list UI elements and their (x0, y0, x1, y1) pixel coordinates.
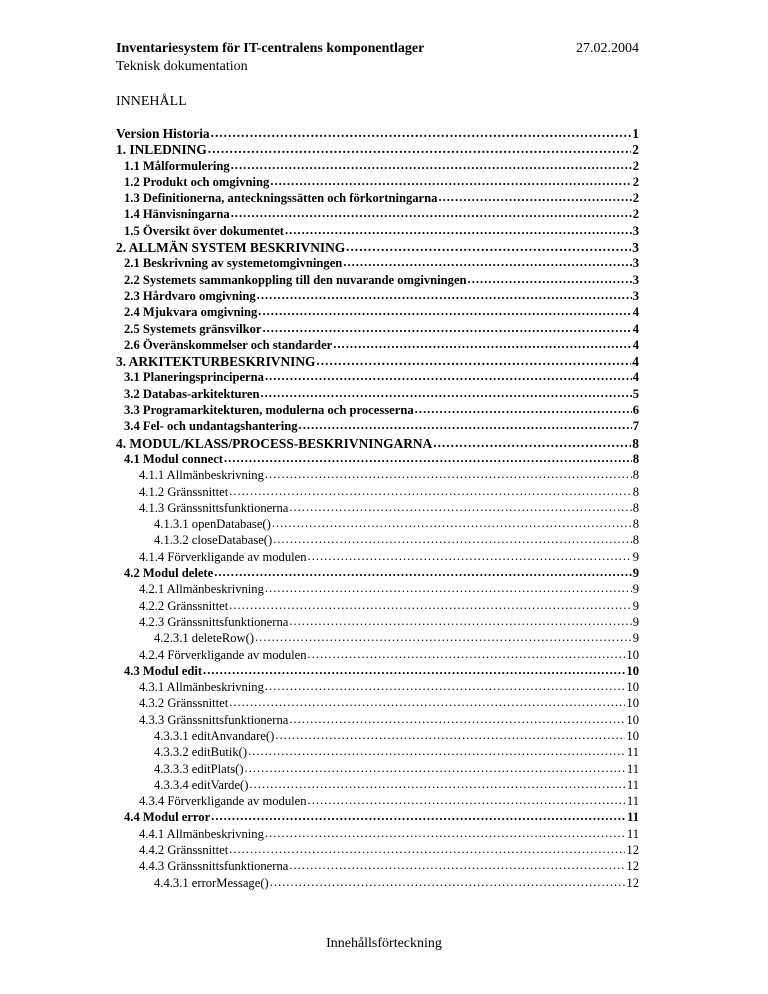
toc-leader-dots (289, 859, 625, 873)
toc-entry-page: 11 (626, 761, 639, 776)
toc-entry-title: 3.1 Planeringsprinciperna (124, 370, 264, 385)
toc-leader-dots (229, 843, 625, 857)
toc-leader-dots (289, 615, 631, 629)
toc-entry[interactable] (116, 305, 639, 321)
toc-entry[interactable] (116, 876, 639, 892)
toc-leader-dots (343, 256, 631, 270)
toc-entry[interactable] (116, 713, 639, 729)
toc-entry-title: 4.1.4 Förverkligande av modulen (139, 549, 307, 564)
toc-entry[interactable] (116, 322, 639, 338)
toc-entry[interactable] (116, 599, 639, 615)
toc-leader-dots (275, 729, 625, 743)
toc-entry-title: 2.2 Systemets sammankoppling till den nuvarande omgivningen (124, 272, 467, 287)
toc-entry-page: 9 (632, 549, 639, 564)
toc-entry[interactable] (116, 354, 639, 370)
document-subtitle: Teknisk dokumentation (116, 59, 248, 74)
toc-entry-title: 1.3 Definitionerna, anteckningssätten och förkortningarna (124, 191, 438, 206)
toc-leader-dots (214, 566, 632, 580)
toc-entry-title: 4.2.2 Gränssnittet (139, 598, 229, 613)
toc-entry[interactable] (116, 142, 639, 158)
toc-leader-dots (211, 126, 632, 141)
toc-leader-dots (224, 452, 632, 466)
toc-entry-title: 4.4.2 Gränssnittet (139, 843, 229, 858)
toc-entry[interactable] (116, 550, 639, 566)
toc-entry-page: 11 (626, 777, 639, 792)
toc-entry-page: 4 (632, 370, 639, 385)
toc-entry[interactable] (116, 843, 639, 859)
toc-entry-title: 3.2 Databas-arkitekturen (124, 386, 260, 401)
toc-leader-dots (231, 159, 632, 173)
toc-entry[interactable] (116, 778, 639, 794)
toc-entry-title: 3. ARKITEKTURBESKRIVNING (116, 354, 316, 370)
toc-entry-page: 4 (632, 354, 639, 370)
toc-leader-dots (316, 354, 631, 369)
toc-entry-page: 8 (632, 500, 639, 515)
toc-entry-page: 12 (626, 859, 639, 874)
toc-entry[interactable] (116, 240, 639, 256)
toc-entry-title: 4.3.2 Gränssnittet (139, 696, 229, 711)
toc-entry-title: 3.3 Programarkitekturen, modulerna och processerna (124, 403, 414, 418)
toc-leader-dots (258, 305, 631, 319)
toc-leader-dots (299, 419, 632, 433)
toc-entry-page: 11 (626, 794, 639, 809)
toc-entry[interactable] (116, 664, 639, 680)
toc-entry[interactable] (116, 827, 639, 843)
toc-entry-page: 10 (626, 712, 639, 727)
toc-entry-page: 5 (632, 386, 639, 401)
toc-entry-title: 1.2 Produkt och omgivning (124, 174, 270, 189)
toc-entry-page: 11 (627, 810, 639, 825)
toc-entry-page: 6 (632, 403, 639, 418)
toc-entry[interactable] (116, 338, 639, 354)
toc-entry-page: 2 (632, 191, 639, 206)
toc-entry-page: 3 (632, 240, 639, 256)
toc-entry[interactable] (116, 370, 639, 386)
toc-entry-page: 4 (632, 305, 639, 320)
toc-entry-page: 10 (626, 647, 639, 662)
toc-entry[interactable] (116, 452, 639, 468)
toc-entry[interactable] (116, 615, 639, 631)
toc-entry-title: 4.1 Modul connect (124, 451, 223, 466)
toc-entry-title: 4.2.4 Förverkligande av modulen (139, 647, 307, 662)
toc-leader-dots (438, 191, 631, 205)
toc-leader-dots (231, 207, 632, 221)
toc-entry-title: 4.3.1 Allmänbeskrivning (139, 680, 264, 695)
toc-leader-dots (248, 745, 626, 759)
toc-entry-page: 7 (632, 419, 639, 434)
toc-entry-page: 9 (632, 631, 639, 646)
toc-leader-dots (249, 778, 625, 792)
page-header (116, 40, 639, 76)
toc-entry[interactable] (116, 485, 639, 501)
document-date: 27.02.2004 (576, 41, 639, 56)
toc-leader-dots (289, 713, 625, 727)
toc-leader-dots (468, 273, 632, 287)
toc-entry-page: 8 (632, 468, 639, 483)
toc-entry-title: 1.1 Målformulering (124, 158, 230, 173)
toc-entry-page: 1 (632, 126, 639, 141)
toc-entry[interactable] (116, 745, 639, 761)
toc-entry-page: 12 (626, 875, 639, 890)
toc-entry-title: 4.3.3.2 editButik() (154, 745, 248, 760)
toc-leader-dots (265, 468, 632, 482)
toc-leader-dots (229, 485, 632, 499)
toc-entry[interactable] (116, 810, 639, 826)
toc-entry-page: 9 (632, 598, 639, 613)
toc-entry[interactable] (116, 403, 639, 419)
toc-entry-page: 10 (626, 663, 639, 678)
toc-entry-page: 3 (632, 288, 639, 303)
toc-entry-page: 10 (626, 696, 639, 711)
toc-entry-page: 2 (632, 207, 639, 222)
toc-entry-page: 11 (626, 745, 639, 760)
toc-entry-page: 10 (626, 680, 639, 695)
toc-entry[interactable] (116, 273, 639, 289)
toc-leader-dots (229, 599, 632, 613)
toc-leader-dots (265, 370, 632, 384)
toc-leader-dots (273, 533, 632, 547)
page-footer: Innehållsförteckning (326, 936, 442, 951)
toc-entry-title: 4.3.3.1 editAnvandare() (154, 728, 275, 743)
toc-entry-title: 4.1.2 Gränssnittet (139, 484, 229, 499)
toc-entry[interactable] (116, 696, 639, 712)
toc-entry[interactable] (116, 533, 639, 549)
toc-entry-page: 9 (632, 582, 639, 597)
toc-entry-page: 9 (632, 566, 639, 581)
toc-entry[interactable] (116, 794, 639, 810)
toc-leader-dots (433, 436, 631, 451)
toc-entry[interactable] (116, 680, 639, 696)
toc-leader-dots (208, 142, 632, 157)
toc-leader-dots (265, 827, 626, 841)
toc-leader-dots (211, 810, 626, 824)
toc-entry-page: 2 (632, 158, 639, 173)
toc-entry[interactable] (116, 191, 639, 207)
toc-entry-title: 4.2.1 Allmänbeskrivning (139, 582, 264, 597)
toc-leader-dots (257, 289, 632, 303)
toc-entry[interactable] (116, 224, 639, 240)
toc-entry-title: 4.4.3 Gränssnittsfunktionerna (139, 859, 289, 874)
toc-leader-dots (255, 631, 632, 645)
toc-entry[interactable] (116, 501, 639, 517)
toc-entry-title: 4.4 Modul error (124, 810, 211, 825)
toc-entry-page: 2 (632, 142, 639, 158)
toc-entry[interactable] (116, 468, 639, 484)
toc-leader-dots (308, 794, 626, 808)
toc-leader-dots (415, 403, 632, 417)
toc-entry-page: 4 (632, 321, 639, 336)
toc-entry-title: 2. ALLMÄN SYSTEM BESKRIVNING (116, 240, 346, 256)
toc-leader-dots (308, 550, 632, 564)
toc-entry[interactable] (116, 631, 639, 647)
toc-leader-dots (245, 762, 626, 776)
toc-entry[interactable] (116, 762, 639, 778)
toc-leader-dots (272, 517, 632, 531)
toc-leader-dots (265, 582, 632, 596)
toc-leader-dots (308, 648, 626, 662)
toc-leader-dots (333, 338, 631, 352)
toc-entry-page: 3 (632, 256, 639, 271)
toc-entry-page: 8 (632, 484, 639, 499)
toc-entry[interactable] (116, 517, 639, 533)
toc-entry-title: 2.3 Hårdvaro omgivning (124, 288, 256, 303)
toc-entry-title: 1. INLEDNING (116, 142, 207, 158)
toc-entry-title: 4.2.3 Gränssnittsfunktionerna (139, 614, 289, 629)
toc-entry[interactable] (116, 289, 639, 305)
toc-entry[interactable] (116, 582, 639, 598)
toc-entry[interactable] (116, 387, 639, 403)
toc-entry-page: 8 (632, 517, 639, 532)
toc-leader-dots (270, 876, 626, 890)
toc-entry-title: 4.4.1 Allmänbeskrivning (139, 826, 264, 841)
toc-entry-page: 3 (632, 223, 639, 238)
toc-entry[interactable] (116, 175, 639, 191)
toc-entry-title: 4.1.1 Allmänbeskrivning (139, 468, 264, 483)
toc-entry-page: 11 (626, 826, 639, 841)
toc-entry-title: 4.1.3.1 openDatabase() (154, 517, 271, 532)
toc-entry-title: 3.4 Fel- och undantagshantering (124, 419, 298, 434)
toc-entry[interactable] (116, 207, 639, 223)
toc-entry[interactable] (116, 859, 639, 875)
toc-entry-title: 2.1 Beskrivning av systemetomgivningen (124, 256, 343, 271)
toc-leader-dots (262, 322, 631, 336)
toc-entry-page: 2 (632, 174, 639, 189)
toc-leader-dots (229, 696, 625, 710)
toc-entry-page: 12 (626, 843, 639, 858)
toc-entry-page: 8 (632, 435, 639, 451)
document-title: Inventariesystem för IT-centralens komponentlager (116, 41, 425, 56)
toc-entry-title: 4.4.3.1 errorMessage() (154, 875, 269, 890)
toc-entry-title: 2.5 Systemets gränsvilkor (124, 321, 262, 336)
toc-entry[interactable] (116, 256, 639, 272)
toc-entry-title: 4.2 Modul delete (124, 566, 214, 581)
toc-entry[interactable] (116, 126, 639, 142)
toc-leader-dots (270, 175, 631, 189)
toc-entry-page: 8 (632, 451, 639, 466)
toc-leader-dots (265, 680, 626, 694)
toc-entry[interactable] (116, 419, 639, 435)
toc-entry[interactable] (116, 159, 639, 175)
toc-entry-title: 4.1.3.2 closeDatabase() (154, 533, 273, 548)
toc-entry-page: 8 (632, 533, 639, 548)
table-of-contents (116, 126, 639, 892)
toc-entry[interactable] (116, 648, 639, 664)
toc-entry-page: 10 (626, 728, 639, 743)
toc-leader-dots (261, 387, 632, 401)
toc-entry-title: 4.3.4 Förverkligande av modulen (139, 794, 307, 809)
contents-heading: INNEHÅLL (116, 94, 187, 109)
toc-entry[interactable] (116, 729, 639, 745)
toc-entry-page: 3 (632, 272, 639, 287)
toc-entry-title: 4.3.3 Gränssnittsfunktionerna (139, 712, 289, 727)
toc-entry[interactable] (116, 566, 639, 582)
toc-entry-title: 4.3.3.3 editPlats() (154, 761, 244, 776)
toc-entry-title: 4.3.3.4 editVarde() (154, 777, 249, 792)
toc-entry-title: 1.5 Översikt över dokumentet (124, 223, 284, 238)
toc-leader-dots (285, 224, 632, 238)
toc-entry-title: Version Historia (116, 126, 210, 141)
toc-entry-title: 1.4 Hänvisningarna (124, 207, 230, 222)
toc-entry-title: 4.3 Modul edit (124, 663, 203, 678)
toc-leader-dots (289, 501, 631, 515)
toc-entry[interactable] (116, 436, 639, 452)
toc-entry-page: 4 (632, 337, 639, 352)
toc-entry-title: 4.2.3.1 deleteRow() (154, 631, 255, 646)
toc-entry-title: 4. MODUL/KLASS/PROCESS-BESKRIVNINGARNA (116, 435, 433, 451)
toc-leader-dots (203, 664, 625, 678)
toc-entry-title: 4.1.3 Gränssnittsfunktionerna (139, 500, 289, 515)
toc-entry-title: 2.4 Mjukvara omgivning (124, 305, 258, 320)
toc-entry-title: 2.6 Överänskommelser och standarder (124, 337, 333, 352)
toc-entry-page: 9 (632, 614, 639, 629)
toc-leader-dots (346, 240, 631, 255)
